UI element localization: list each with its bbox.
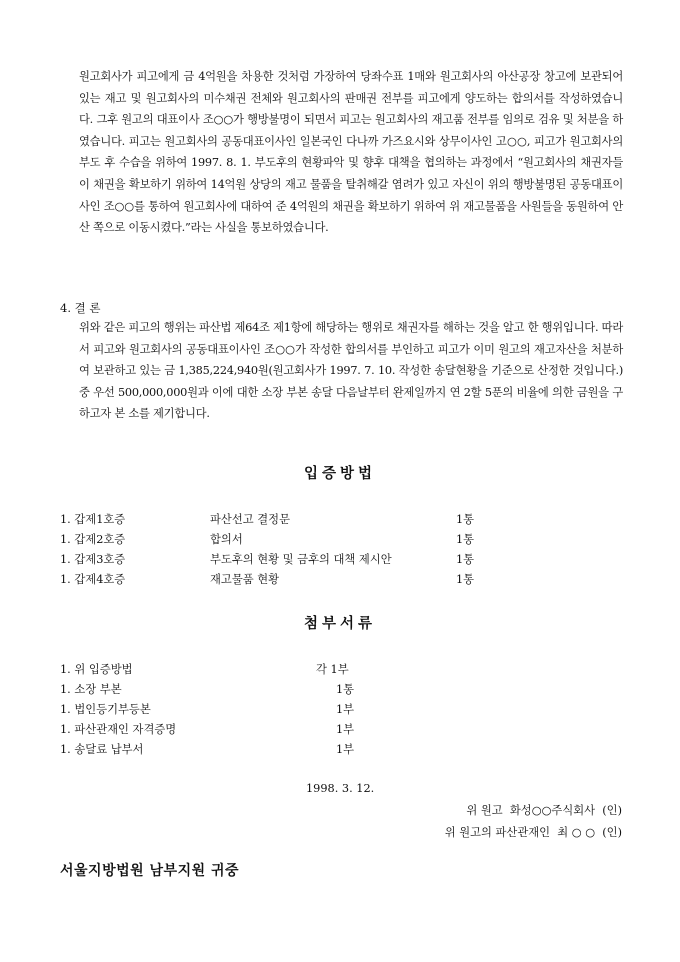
- attachments-title: 첨부서류: [303, 615, 377, 632]
- evidence-no: 1. 갑제1호증: [60, 513, 126, 526]
- court-addressee: 서울지방법원 남부지원 귀중: [60, 863, 240, 879]
- filing-date: 1998. 3. 12.: [306, 782, 375, 795]
- evidence-no: 1. 갑제4호증: [60, 573, 126, 586]
- body-paragraph: 원고회사가 피고에게 금 4억원을 차용한 것처럼 가장하여 당좌수표 1매와 원고회사의 아산공장 창고에 보관되어 있는 재고 및 원고회사의 미수채권 전체와 원고회사의 판매권 전부를 피고에게 양도하는 합의서를 작성하였습니다. 그후 원고의 대표이사 조○○가 행방불명이 되면서 피고는 원고회사의 재고품 전부를 임의로 검유 및 처분을 하였습니다. 피고는 원고회사의 공동대표이사인 일본국인 다나까 가즈요시와 상무이사인 고○○, 피고가 원고회사의 부도 후 수습을 위하여 1997. 8. 1. 부도후의 현황파악 및 향후 대책을 협의하는 과정에서 “원고회사의 채권자들이 채권을 확보하기 위하여 14억원 상당의 재고 물품을 탈취해갈 염려가 있고 자신이 위의 행방불명된 공동대표이사인 조○○를 통하여 원고회사에 대하여 준 4억원의 채권을 확보하기 위하여 위 재고물품을 사원들을 동원하여 안산 쪽으로 이동시켰다.”라는 사실을 통보하였습니다.: [79, 70, 623, 235]
- attachment-count: 1부: [336, 703, 355, 716]
- evidence-no: 1. 갑제2호증: [60, 533, 126, 546]
- attachment-count: 각 1부: [316, 663, 349, 676]
- evidence-desc: 합의서: [210, 533, 243, 546]
- conclusion-text: 위와 같은 피고의 행위는 파산법 제64조 제1항에 해당하는 행위로 채권자를 해하는 것을 알고 한 행위입니다. 따라서 피고와 원고회사의 공동대표이사인 조○○가 작성한 합의서를 부인하고 피고가 이미 원고의 재고자산을 처분하여 보관하고 있는 금 1,385,224,940원(원고회사가 1997. 7. 10. 작성한 송달현황을 기준으로 산정한 것입니다.) 중 우선 500,000,000원과 이에 대한 소장 부본 송달 다음날부터 완제일까지 연 2할 5푼의 비율에 의한 금원을 구하고자 본 소를 제기합니다.: [79, 321, 623, 421]
- attachment-name: 1. 소장 부본: [60, 683, 122, 696]
- evidence-count: 1통: [456, 533, 475, 546]
- attachment-name: 1. 법인등기부등본: [60, 703, 151, 716]
- attachment-name: 1. 파산관재인 자격증명: [60, 723, 177, 736]
- conclusion-heading: 4. 결 론: [60, 301, 101, 315]
- evidence-count: 1통: [456, 513, 475, 526]
- evidence-no: 1. 갑제3호증: [60, 553, 126, 566]
- attachment-count: 1부: [336, 723, 355, 736]
- evidence-count: 1통: [456, 573, 475, 586]
- trustee-signature: 위 원고의 파산관재인 최 ○ ○ (인): [444, 826, 622, 839]
- attachment-count: 1통: [336, 683, 355, 696]
- evidence-desc: 재고물품 현황: [210, 573, 280, 586]
- evidence-title: 입증방법: [303, 465, 377, 482]
- plaintiff-signature: 위 원고 화성○○주식회사 (인): [466, 804, 622, 817]
- evidence-desc: 파산선고 결정문: [210, 513, 290, 526]
- attachment-count: 1부: [336, 743, 355, 756]
- attachment-name: 1. 송달료 납부서: [60, 743, 144, 756]
- evidence-count: 1통: [456, 553, 475, 566]
- attachment-name: 1. 위 입증방법: [60, 663, 133, 676]
- evidence-desc: 부도후의 현황 및 금후의 대책 제시안: [210, 553, 392, 566]
